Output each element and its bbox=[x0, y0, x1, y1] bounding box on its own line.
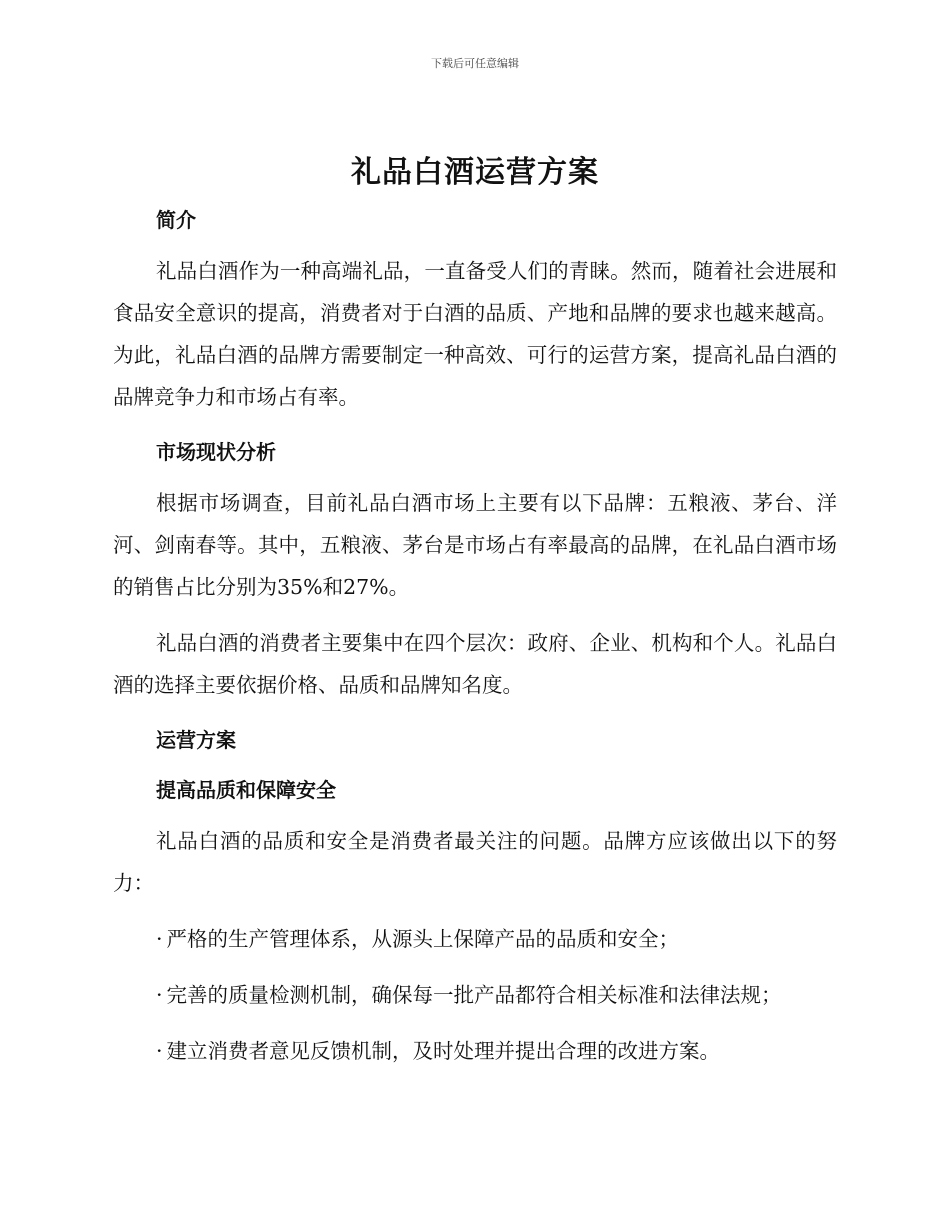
market-paragraph-1: 根据市场调查，目前礼品白酒市场上主要有以下品牌：五粮液、茅台、洋河、剑南春等。其中，五粮液、茅台是市场占有率最高的品牌，在礼品白酒市场的销售占比分别为35%和27%。 bbox=[113, 491, 837, 599]
bullet-item bbox=[113, 918, 837, 960]
bullet-item bbox=[113, 974, 837, 1016]
bullet-text: 建立消费者意见反馈机制，及时处理并提出合理的改进方案。 bbox=[166, 1039, 721, 1063]
page-header-note: 下载后可任意编辑 bbox=[431, 57, 519, 70]
bullet-dot: · bbox=[156, 983, 163, 1007]
document-body bbox=[113, 148, 837, 1072]
bullet-dot: · bbox=[156, 927, 163, 951]
subheading-quality-safety: 提高品质和保障安全 bbox=[156, 778, 336, 802]
section-heading-operation: 运营方案 bbox=[156, 728, 236, 752]
bullet-text: 严格的生产管理体系，从源头上保障产品的品质和安全； bbox=[166, 927, 680, 951]
intro-paragraph: 礼品白酒作为一种高端礼品，一直备受人们的青睐。然而，随着社会进展和食品安全意识的提高，消费者对于白酒的品质、产地和品牌的要求也越来越高。为此，礼品白酒的品牌方需要制定一种高效、可行的运营方案，提高礼品白酒的品牌竞争力和市场占有率。 bbox=[113, 259, 837, 409]
bullet-dot: · bbox=[156, 1039, 163, 1063]
operation-paragraph: 礼品白酒的品质和安全是消费者最关注的问题。品牌方应该做出以下的努力： bbox=[113, 829, 837, 895]
section-heading-intro: 简介 bbox=[156, 208, 196, 232]
document-title: 礼品白酒运营方案 bbox=[351, 155, 599, 190]
section-heading-market: 市场现状分析 bbox=[156, 440, 276, 464]
bullet-item bbox=[113, 1030, 837, 1072]
bullet-text: 完善的质量检测机制，确保每一批产品都符合相关标准和法律法规； bbox=[166, 983, 782, 1007]
market-paragraph-2: 礼品白酒的消费者主要集中在四个层次：政府、企业、机构和个人。礼品白酒的选择主要依据价格、品质和品牌知名度。 bbox=[113, 631, 837, 697]
